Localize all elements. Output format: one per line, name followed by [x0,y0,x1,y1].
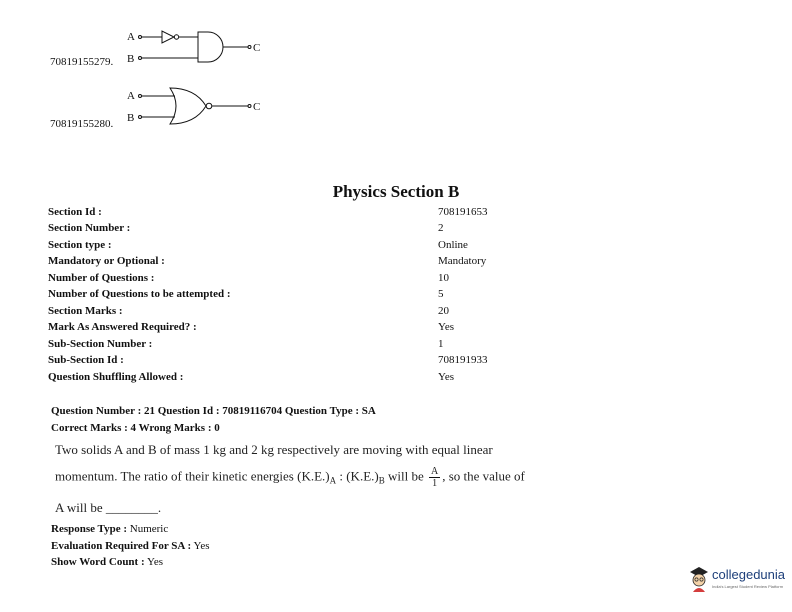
not-gate-triangle [162,31,174,43]
graduate-mascot-icon [688,565,710,593]
question-marks: Correct Marks : 4 Wrong Marks : 0 [51,422,220,434]
row-value: Yes [438,321,455,333]
question-header: Question Number : 21 Question Id : 70819116704 Question Type : SA [51,405,376,417]
response-type-value: Numeric [129,523,169,535]
and-gate-body [198,32,223,62]
row-value: Mandatory [438,255,487,267]
option-id-2: 70819155280. [50,118,114,130]
evaluation-required [51,540,210,552]
option-id-1: 70819155279. [50,56,114,68]
and-gate-diagram [120,28,270,68]
subscript-b: B [378,475,385,486]
section-row [48,305,528,321]
row-value: 10 [438,272,449,284]
row-label: Sub-Section Id : [48,354,124,366]
row-value: 5 [438,288,444,300]
gate2-output-label: C [253,101,261,113]
gate2-input-b-label: B [127,112,135,124]
q2-pre: momentum. The ratio of their kinetic energies (K.E.) [55,468,330,484]
q2-mid: will be [384,468,427,484]
section-row [48,255,528,271]
fraction-denominator: 1 [432,478,438,489]
question-text-line3: A will be ________. [55,500,162,515]
gate1-terminal-a [139,36,142,39]
gate2-terminal-out [248,105,251,108]
section-row [48,239,528,255]
logo-tagline: India's Largest Student Review Platform [712,584,784,589]
section-row [48,288,528,304]
or-gate-body [170,88,206,124]
section-row [48,222,528,238]
show-word-count [51,556,163,568]
row-label: Section Marks : [48,305,123,317]
gate1-input-a-label: A [127,31,135,43]
nor-gate-bubble [206,103,212,109]
subscript-a: A [329,475,337,486]
row-label: Section Number : [48,222,131,234]
gate1-input-b-label: B [127,53,135,65]
row-value: 2 [438,222,444,234]
collegedunia-logo[interactable] [688,563,788,597]
gate1-terminal-b [139,57,142,60]
row-value: 20 [438,305,449,317]
row-label: Section Id : [48,206,102,218]
section-row [48,321,528,337]
section-row [48,272,528,288]
row-value: Online [438,239,468,251]
row-label: Sub-Section Number : [48,338,153,350]
q2-post: , so the value of [442,468,525,484]
gate2-terminal-a [139,95,142,98]
gate2-input-a-label: A [127,90,135,102]
row-value: Yes [438,371,455,383]
section-title: Physics Section B [332,182,460,201]
section-row [48,338,528,354]
response-type [51,523,168,535]
row-value: 1 [438,338,444,350]
row-value: 708191933 [438,354,488,366]
word-count-value: Yes [146,556,163,568]
word-count-label: Show Word Count : [51,556,145,568]
ratio-fraction [429,466,440,489]
evaluation-value: Yes [193,540,210,552]
question-text-line1: Two solids A and B of mass 1 kg and 2 kg respectively are moving with equal linear [55,442,493,457]
question-text-line2 [55,466,525,489]
nor-gate-diagram [120,86,270,128]
fraction-numerator: A [430,466,439,477]
gate1-terminal-out [248,46,251,49]
evaluation-label: Evaluation Required For SA : [51,540,192,552]
gate1-output-label: C [253,42,261,54]
section-row [48,206,528,222]
logo-name: collegedunia [712,567,786,582]
row-label: Section type : [48,239,112,251]
section-row [48,354,528,370]
row-label: Number of Questions : [48,272,155,284]
row-label: Question Shuffling Allowed : [48,371,184,383]
gate2-terminal-b [139,116,142,119]
section-row [48,371,528,387]
row-label: Mandatory or Optional : [48,255,165,267]
row-label: Number of Questions to be attempted : [48,288,231,300]
row-label: Mark As Answered Required? : [48,321,197,333]
ratio-separator: : (K.E.) [336,468,379,484]
response-type-label: Response Type : [51,523,127,535]
row-value: 708191653 [438,206,488,218]
